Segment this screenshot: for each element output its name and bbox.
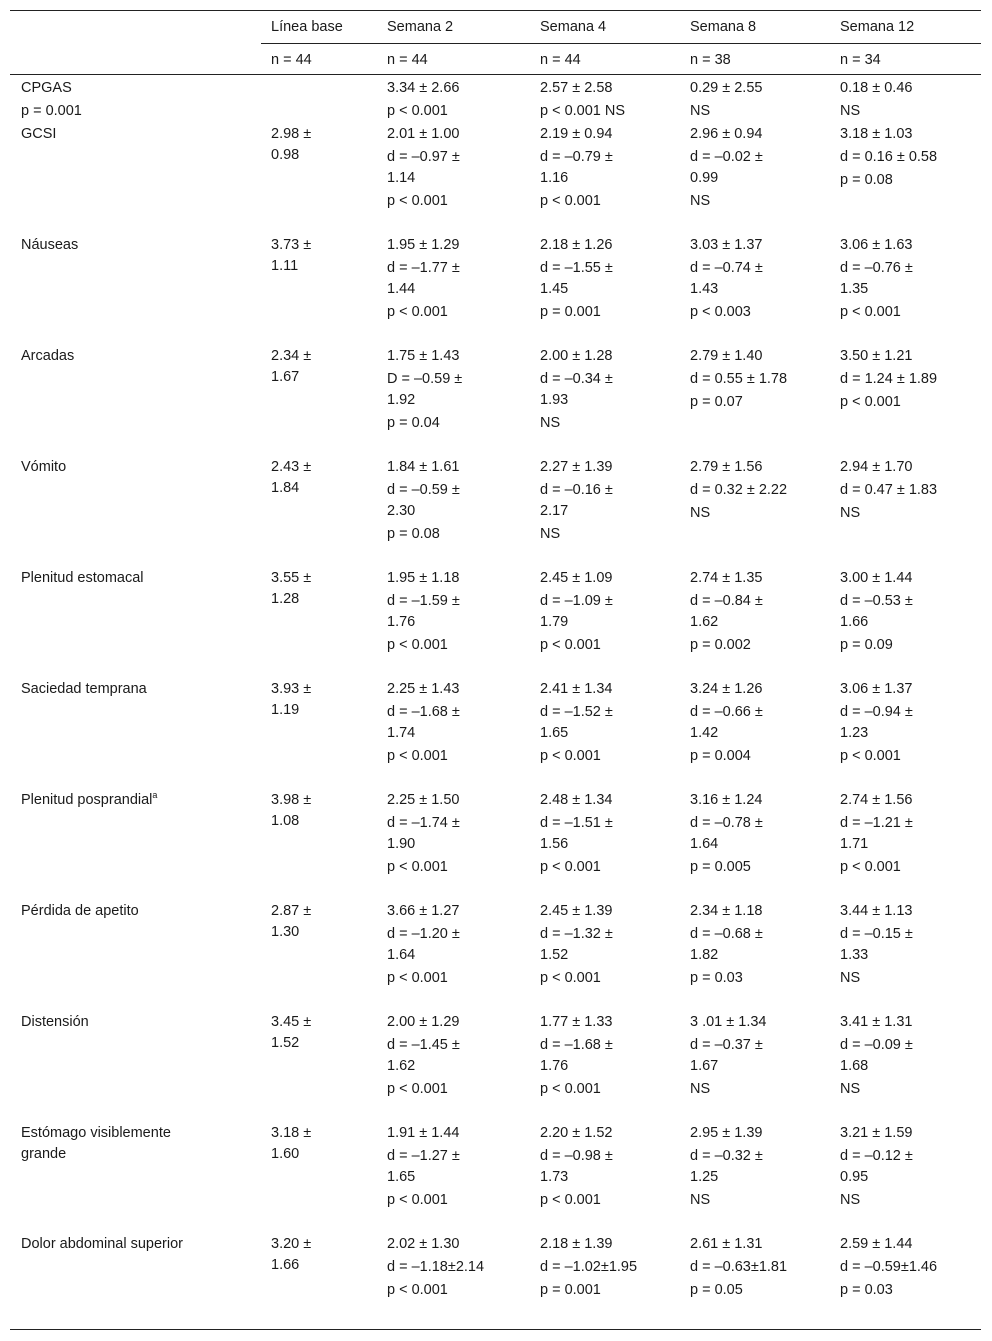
difference-value: d = –0.63±1.81 (690, 1259, 788, 1275)
difference-value: d = –1.55 ± 1.45 (540, 260, 613, 297)
row-label: Estómago visiblemente grande (21, 1125, 171, 1162)
baseline-value: 2.43 ± 1.84 (271, 459, 312, 496)
mean-value: 2.02 ± 1.30 (387, 1236, 460, 1252)
difference-value: d = –1.09 ± 1.79 (540, 593, 613, 630)
mean-value: 2.18 ± 1.26 (540, 237, 613, 253)
row-label: Plenitud posprandial$^a$ (21, 790, 158, 808)
p-value: p < 0.001 (387, 637, 448, 653)
baseline-value: 3.20 ± 1.66 (271, 1236, 312, 1273)
p-value: p < 0.001 (540, 859, 601, 875)
baseline-value: 3.55 ± 1.28 (271, 570, 312, 607)
mean-value: 2.41 ± 1.34 (540, 681, 613, 697)
p-value: p = 0.08 (840, 172, 893, 188)
row-label: Arcadas (21, 348, 75, 364)
p-value: p < 0.001 (840, 748, 901, 764)
mean-value: 2.20 ± 1.52 (540, 1125, 613, 1141)
mean-value: 3.50 ± 1.21 (840, 348, 913, 364)
p-value: p = 0.001 (540, 1282, 601, 1298)
mean-value: 2.74 ± 1.35 (690, 570, 763, 586)
mean-value: 2.79 ± 1.40 (690, 348, 763, 364)
row-label: GCSI (21, 126, 57, 142)
p-value: p < 0.001 (840, 304, 901, 320)
mean-value: 2.45 ± 1.39 (540, 903, 613, 919)
p-value: p < 0.001 (387, 1282, 448, 1298)
p-value: p = 0.005 (690, 859, 751, 875)
p-value: p = 0.04 (387, 415, 440, 431)
p-value: NS (690, 1081, 711, 1097)
difference-value: d = –0.34 ± 1.93 (540, 371, 613, 408)
baseline-value: 3.93 ± 1.19 (271, 681, 312, 718)
difference-value: d = –0.09 ± 1.68 (840, 1037, 913, 1074)
mean-value: 2.61 ± 1.31 (690, 1236, 763, 1252)
p-value: p = 0.002 (690, 637, 751, 653)
row-label: Saciedad temprana (21, 681, 147, 697)
difference-value: d = –0.97 ± 1.14 (387, 149, 460, 186)
baseline-value: 2.87 ± 1.30 (271, 903, 312, 940)
row-label: Vómito (21, 459, 67, 475)
p-value: p = 0.001 (540, 304, 601, 320)
difference-value: d = –1.68 ± 1.74 (387, 704, 460, 741)
p-value: NS (540, 415, 561, 431)
p-value: p < 0.001 (387, 193, 448, 209)
sample-size: n = 34 (840, 52, 881, 68)
column-header: Semana 4 (540, 19, 607, 35)
p-value: p < 0.001 (387, 103, 448, 119)
column-header: Semana 8 (690, 19, 757, 35)
mean-value: 2.96 ± 0.94 (690, 126, 763, 142)
difference-value: d = –0.76 ± 1.35 (840, 260, 913, 297)
mean-value: 3.34 ± 2.66 (387, 80, 460, 96)
mean-value: 2.01 ± 1.00 (387, 126, 460, 142)
mean-value: 2.59 ± 1.44 (840, 1236, 913, 1252)
difference-value: d = 0.16 ± 0.58 (840, 149, 938, 165)
p-value: p = 0.08 (387, 526, 440, 542)
p-value: NS (690, 103, 711, 119)
difference-value: d = –1.52 ± 1.65 (540, 704, 613, 741)
sample-size: n = 44 (271, 52, 312, 68)
difference-value: d = –0.37 ± 1.67 (690, 1037, 763, 1074)
row-label: Distensión (21, 1014, 89, 1030)
mean-value: 1.77 ± 1.33 (540, 1014, 613, 1030)
difference-value: d = –0.68 ± 1.82 (690, 926, 763, 963)
difference-value: d = –1.59 ± 1.76 (387, 593, 460, 630)
mean-value: 2.27 ± 1.39 (540, 459, 613, 475)
mean-value: 3.66 ± 1.27 (387, 903, 460, 919)
p-value: p < 0.001 (387, 1192, 448, 1208)
difference-value: d = –0.66 ± 1.42 (690, 704, 763, 741)
mean-value: 3.06 ± 1.37 (840, 681, 913, 697)
difference-value: d = –0.98 ± 1.73 (540, 1148, 613, 1185)
p-value: NS (840, 1081, 861, 1097)
difference-value: d = –0.16 ± 2.17 (540, 482, 613, 519)
difference-value: d = –0.74 ± 1.43 (690, 260, 763, 297)
difference-value: d = –0.12 ± 0.95 (840, 1148, 913, 1185)
difference-value: d = –1.68 ± 1.76 (540, 1037, 613, 1074)
difference-value: d = 0.55 ± 1.78 (690, 371, 788, 387)
mean-value: 2.25 ± 1.43 (387, 681, 460, 697)
p-value: p < 0.001 (540, 637, 601, 653)
p-value: p < 0.001 NS (540, 103, 626, 119)
mean-value: 1.91 ± 1.44 (387, 1125, 460, 1141)
rule-header (261, 43, 981, 44)
column-header: Semana 2 (387, 19, 454, 35)
baseline-value: 3.18 ± 1.60 (271, 1125, 312, 1162)
p-value: p < 0.001 (840, 859, 901, 875)
difference-value: d = –0.59 ± 2.30 (387, 482, 460, 519)
sample-size: n = 44 (540, 52, 581, 68)
p-value: p = 0.004 (690, 748, 751, 764)
p-value: NS (540, 526, 561, 542)
p-value: p < 0.001 (387, 304, 448, 320)
baseline-value: 2.98 ± 0.98 (271, 126, 312, 163)
difference-value: d = –0.32 ± 1.25 (690, 1148, 763, 1185)
mean-value: 2.25 ± 1.50 (387, 792, 460, 808)
difference-value: d = –1.18±2.14 (387, 1259, 485, 1275)
mean-value: 3.21 ± 1.59 (840, 1125, 913, 1141)
p-value: p = 0.03 (840, 1282, 893, 1298)
difference-value: d = –1.02±1.95 (540, 1259, 638, 1275)
p-value: p < 0.001 (387, 1081, 448, 1097)
rule-subheader (10, 74, 981, 75)
mean-value: 1.84 ± 1.61 (387, 459, 460, 475)
difference-value: d = –0.94 ± 1.23 (840, 704, 913, 741)
mean-value: 3.16 ± 1.24 (690, 792, 763, 808)
difference-value: d = –1.27 ± 1.65 (387, 1148, 460, 1185)
row-label: Pérdida de apetito (21, 903, 139, 919)
p-value: NS (840, 505, 861, 521)
p-value: NS (840, 970, 861, 986)
mean-value: 2.48 ± 1.34 (540, 792, 613, 808)
baseline-value: 3.98 ± 1.08 (271, 792, 312, 829)
mean-value: 0.18 ± 0.46 (840, 80, 913, 96)
mean-value: 1.95 ± 1.29 (387, 237, 460, 253)
difference-value: d = –1.21 ± 1.71 (840, 815, 913, 852)
difference-value: d = 0.47 ± 1.83 (840, 482, 938, 498)
mean-value: 1.95 ± 1.18 (387, 570, 460, 586)
mean-value: 2.18 ± 1.39 (540, 1236, 613, 1252)
mean-value: 3.06 ± 1.63 (840, 237, 913, 253)
mean-value: 3.24 ± 1.26 (690, 681, 763, 697)
p-value: p < 0.001 (387, 970, 448, 986)
p-value: p < 0.001 (540, 1081, 601, 1097)
footnote-marker: a (152, 790, 158, 801)
p-value: p < 0.001 (540, 1192, 601, 1208)
difference-value: D = –0.59 ± 1.92 (387, 371, 463, 408)
difference-value: d = –0.78 ± 1.64 (690, 815, 763, 852)
difference-value: d = –0.59±1.46 (840, 1259, 938, 1275)
mean-value: 2.74 ± 1.56 (840, 792, 913, 808)
difference-value: d = –1.32 ± 1.52 (540, 926, 613, 963)
column-header: Semana 12 (840, 19, 915, 35)
row-label: Plenitud estomacal (21, 570, 144, 586)
row-label: Náuseas (21, 237, 79, 253)
p-value: NS (690, 1192, 711, 1208)
p-value: p < 0.001 (540, 193, 601, 209)
mean-value: 3.03 ± 1.37 (690, 237, 763, 253)
p-value: NS (690, 505, 711, 521)
p-value: p < 0.001 (540, 748, 601, 764)
p-value: p = 0.03 (690, 970, 743, 986)
difference-value: d = –0.02 ± 0.99 (690, 149, 763, 186)
rule-top (10, 10, 981, 11)
mean-value: 3.41 ± 1.31 (840, 1014, 913, 1030)
mean-value: 3.00 ± 1.44 (840, 570, 913, 586)
baseline-value: 3.73 ± 1.11 (271, 237, 312, 274)
sample-size: n = 44 (387, 52, 428, 68)
difference-value: d = –1.45 ± 1.62 (387, 1037, 460, 1074)
p-value: NS (840, 103, 861, 119)
mean-value: 2.79 ± 1.56 (690, 459, 763, 475)
difference-value: d = –0.79 ± 1.16 (540, 149, 613, 186)
difference-value: d = 0.32 ± 2.22 (690, 482, 788, 498)
p-value: p < 0.003 (690, 304, 751, 320)
difference-value: d = –1.74 ± 1.90 (387, 815, 460, 852)
mean-value: 2.45 ± 1.09 (540, 570, 613, 586)
baseline-value: 2.34 ± 1.67 (271, 348, 312, 385)
mean-value: 3.18 ± 1.03 (840, 126, 913, 142)
p-value: p < 0.001 (840, 394, 901, 410)
mean-value: 2.94 ± 1.70 (840, 459, 913, 475)
sample-size: n = 38 (690, 52, 731, 68)
column-header: Línea base (271, 19, 343, 35)
p-value: p = 0.07 (690, 394, 743, 410)
p-value: NS (690, 193, 711, 209)
p-value: p < 0.001 (540, 970, 601, 986)
p-value: p = 0.09 (840, 637, 893, 653)
baseline-value: 3.45 ± 1.52 (271, 1014, 312, 1051)
mean-value: 2.00 ± 1.28 (540, 348, 613, 364)
difference-value: d = –1.51 ± 1.56 (540, 815, 613, 852)
mean-value: 3.44 ± 1.13 (840, 903, 913, 919)
mean-value: 2.19 ± 0.94 (540, 126, 613, 142)
row-label: Dolor abdominal superior (21, 1236, 183, 1252)
p-value: NS (840, 1192, 861, 1208)
row-sublabel: p = 0.001 (21, 103, 82, 119)
mean-value: 1.75 ± 1.43 (387, 348, 460, 364)
difference-value: d = –1.20 ± 1.64 (387, 926, 460, 963)
mean-value: 2.00 ± 1.29 (387, 1014, 460, 1030)
rule-bottom (10, 1329, 981, 1330)
mean-value: 2.34 ± 1.18 (690, 903, 763, 919)
difference-value: d = –1.77 ± 1.44 (387, 260, 460, 297)
p-value: p = 0.05 (690, 1282, 743, 1298)
difference-value: d = 1.24 ± 1.89 (840, 371, 938, 387)
mean-value: 2.95 ± 1.39 (690, 1125, 763, 1141)
difference-value: d = –0.15 ± 1.33 (840, 926, 913, 963)
mean-value: 3 .01 ± 1.34 (690, 1014, 767, 1030)
row-label: CPGAS (21, 80, 72, 96)
mean-value: 0.29 ± 2.55 (690, 80, 763, 96)
difference-value: d = –0.53 ± 1.66 (840, 593, 913, 630)
p-value: p < 0.001 (387, 859, 448, 875)
mean-value: 2.57 ± 2.58 (540, 80, 613, 96)
p-value: p < 0.001 (387, 748, 448, 764)
difference-value: d = –0.84 ± 1.62 (690, 593, 763, 630)
